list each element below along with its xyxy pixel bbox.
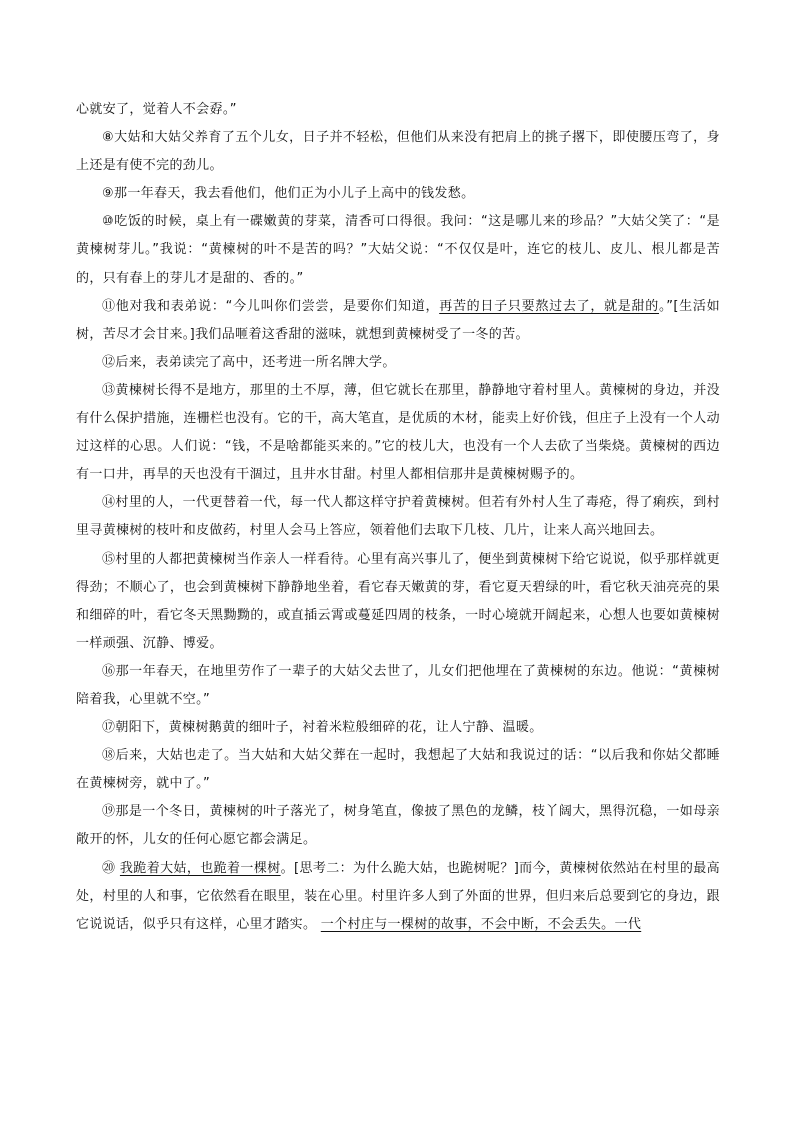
paragraph-text: 。”[生活如树，苦尽才会甘来。]我们品咂着这香甜的滋味，就想到黄楝树受了一冬的苦。: [76, 298, 720, 342]
paragraph: [76, 489, 720, 545]
paragraph-text: ⑫后来，表弟读完了高中，还考进一所名牌大学。: [102, 354, 396, 370]
paragraph-text: ⑬黄楝树长得不是地方，那里的土不厚，薄，但它就长在那里，静静地守着村里人。黄楝树的身边，并没有什么保护措施，连栅栏也没有。它的干，高大笔直，是优质的木材，能卖上好价钱，但庄子上没有一个人动过这样的心思。人们说：“钱，不是啥都能买来的。”它的枝儿大，也没有一个人去砍了当柴烧。黄楝树的西边有一口井，再旱的天也没有干涸过，且井水甘甜。村里人都相信那井是黄楝树赐予的。: [76, 382, 720, 483]
paragraph-text: ⑩吃饭的时候，桌上有一碟嫩黄的芽菜，清香可口得很。我问：“这是哪儿来的珍品？”大姑父笑了：“是黄楝树芽儿。”我说：“黄楝树的叶不是苦的吗？”大姑父说：“不仅仅是叶，连它的枝儿、皮儿、根儿都是苦的，只有春上的芽儿才是甜的、香的。”: [76, 214, 720, 286]
paragraph-text: ⑭村里的人，一代更替着一代，每一代人都这样守护着黄楝树。但若有外村人生了毒疮，得了痢疾，到村里寻黄楝树的枝叶和皮做药，村里人会马上答应，领着他们去取下几枝、几片，让来人高兴地回去。: [76, 495, 720, 539]
paragraph-text: ⑰朝阳下，黄楝树鹅黄的细叶子，衬着米粒般细碎的花，让人宁静、温暖。: [102, 720, 543, 736]
paragraph-text: 心就安了，觉着人不会孬。”: [76, 102, 237, 117]
paragraph: [76, 658, 720, 714]
paragraph-text: ⑨那一年春天，我去看他们，他们正为小儿子上高中的钱发愁。: [102, 186, 475, 202]
paragraph-text: ⑱后来，大姑也走了。当大姑和大姑父葬在一起时，我想起了大姑和我说过的话：“以后我和你姑父都睡在黄楝树旁，就中了。”: [76, 748, 720, 792]
paragraph: [76, 124, 720, 180]
paragraph: [76, 714, 720, 742]
underlined-text: 再苦的日子只要熬过去了，就是甜的: [439, 298, 660, 314]
paragraph: [76, 546, 720, 658]
underlined-text: 一个村庄与一棵树的故事，不会中断，不会丢失。一代: [320, 916, 642, 932]
paragraph: [76, 742, 720, 798]
paragraph: [76, 208, 720, 292]
paragraph-text: ⑳: [102, 860, 120, 876]
underlined-text: 我跪着大姑，也跪着一棵树: [119, 860, 281, 876]
paragraph: [76, 96, 720, 124]
paragraph-text: ⑪他对我和表弟说：“今儿叫你们尝尝，是要你们知道，: [102, 298, 440, 314]
paragraph: [76, 180, 720, 208]
paragraph-text: ⑲那是一个冬日，黄楝树的叶子落光了，树身笔直，像披了黑色的龙鳞，枝丫阔大，黑得沉稳，一如母亲敞开的怀，儿女的任何心愿它都会满足。: [76, 804, 720, 848]
paragraph: [76, 855, 720, 939]
paragraph: [76, 377, 720, 489]
paragraph: [76, 349, 720, 377]
paragraph-text: ⑮村里的人都把黄楝树当作亲人一样看待。心里有高兴事儿了，便坐到黄楝树下给它说说，似乎那样就更得劲；不顺心了，也会到黄楝树下静静地坐着，看它春天嫩黄的芽，看它夏天碧绿的叶，看它秋天油亮亮的果和细碎的叶，看它冬天黑黝黝的，或直插云霄或蔓延四周的枝条，一时心境就开阔起来，心想人也要如黄楝树一样顽强、沉静、博爱。: [76, 551, 720, 651]
paragraph-text: 。[思考二：为什么跪大姑，也跪树呢？]而今，黄楝树依然站在村里的最高处，村里的人和事，它依然看在眼里，装在心里。村里许多人到了外面的世界，但归来后总要到它的身边，跟它说说话，似乎只有这样，心里才踏实。: [76, 860, 720, 932]
paragraph-text: ⑯那一年春天，在地里劳作了一辈子的大姑父去世了，儿女们把他埋在了黄楝树的东边。他说：“黄楝树陪着我，心里就不空。”: [76, 663, 720, 707]
paragraph: [76, 293, 720, 349]
article-body: [76, 96, 720, 939]
paragraph: [76, 798, 720, 854]
paragraph-text: ⑧大姑和大姑父养育了五个儿女，日子并不轻松，但他们从来没有把肩上的挑子撂下，即使腰压弯了，身上还是有使不完的劲儿。: [76, 130, 720, 174]
